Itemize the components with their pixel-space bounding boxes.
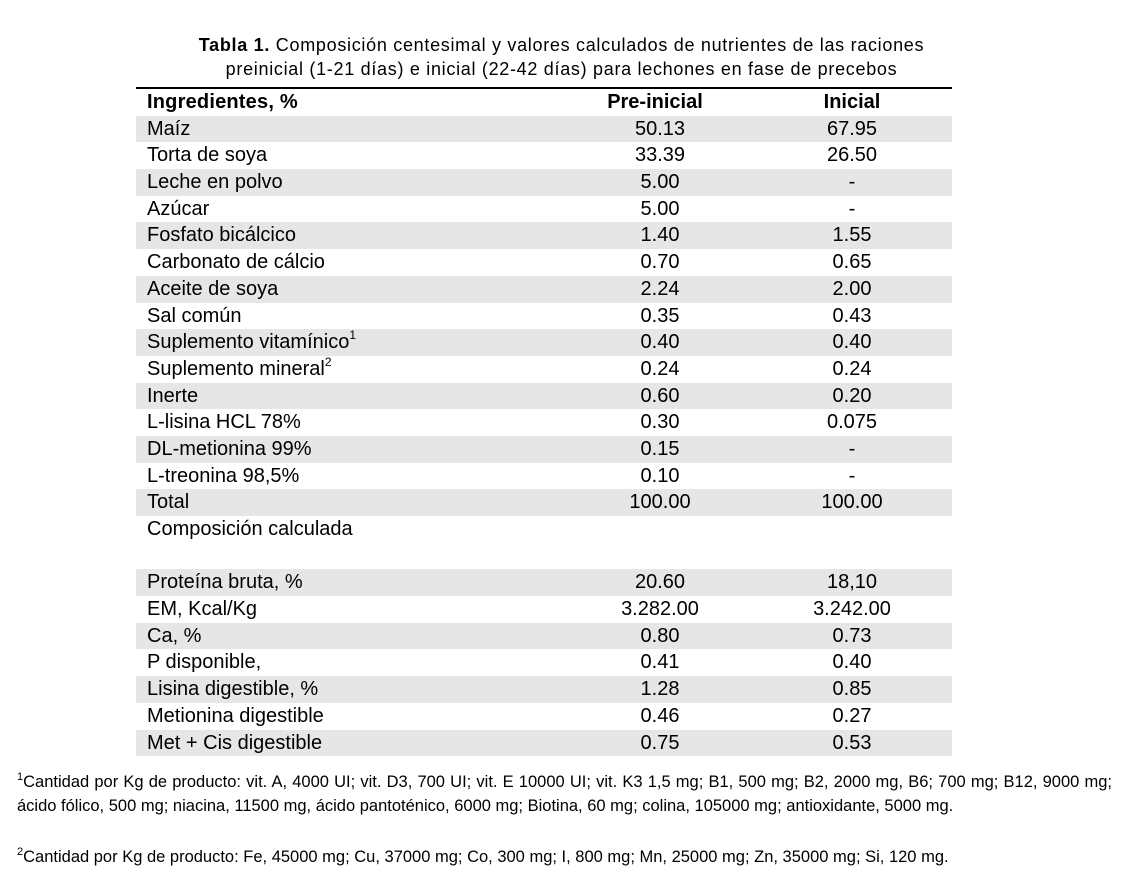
row-preinicial-value: 0.30	[640, 411, 680, 434]
header-preinicial: Pre-inicial	[607, 91, 703, 113]
table-row	[136, 196, 952, 223]
row-ingredient	[147, 489, 189, 516]
row-ingredient	[147, 623, 201, 650]
row-inicial-value: 0.075	[826, 411, 878, 434]
row-ingredient	[147, 303, 242, 330]
row-preinicial-value: 20.60	[634, 571, 686, 594]
ingredient-name: Maíz	[147, 117, 191, 140]
table-row	[136, 596, 952, 623]
table-row	[136, 116, 952, 143]
table-row	[136, 303, 952, 330]
footnote-2	[17, 846, 1112, 870]
ingredient-name: Suplemento mineral	[147, 357, 325, 380]
ingredient-name: Suplemento vitamínico	[147, 331, 350, 354]
composition-table	[136, 87, 952, 756]
ingredient-name: Fosfato bicálcico	[147, 224, 296, 247]
ingredient-name: Sal común	[147, 304, 242, 327]
table-row	[136, 463, 952, 490]
table-header-row	[136, 89, 952, 116]
row-preinicial-value: 0.40	[640, 331, 680, 354]
caption-line-1: Composición centesimal y valores calculados de nutrientes de las raciones	[270, 35, 925, 55]
row-ingredient	[147, 169, 283, 196]
ingredient-name: Inerte	[147, 384, 199, 407]
footnote-2-mark: 2	[17, 846, 24, 858]
row-inicial-value: 100.00	[821, 491, 883, 514]
row-ingredient	[147, 383, 198, 410]
ingredient-name: DL-metionina 99%	[147, 437, 312, 460]
ingredient-name: Lisina digestible, %	[147, 678, 319, 701]
row-inicial-value: 0.43	[832, 304, 872, 327]
row-ingredient	[147, 596, 257, 623]
row-ingredient	[147, 196, 209, 223]
footnote-1	[17, 771, 1112, 818]
row-inicial-value: 0.53	[832, 731, 872, 754]
row-inicial-value: 0.73	[832, 624, 872, 647]
row-preinicial-value: 1.40	[640, 224, 680, 247]
caption-label: Tabla 1.	[198, 35, 271, 55]
table-row	[136, 356, 952, 383]
row-preinicial-value: 33.39	[634, 144, 686, 167]
row-preinicial-value: 3.282.00	[621, 598, 699, 621]
row-inicial-value: 26.50	[826, 144, 878, 167]
ingredient-name: L-treonina 98,5%	[147, 464, 300, 487]
row-preinicial-value: 0.10	[640, 464, 680, 487]
table-row	[136, 142, 952, 169]
row-preinicial-value: 0.24	[640, 357, 680, 380]
row-ingredient	[147, 329, 356, 356]
footnote-ref: 1	[349, 328, 357, 343]
row-preinicial-value: 5.00	[640, 197, 680, 220]
row-ingredient	[147, 249, 325, 276]
table-row	[136, 649, 952, 676]
table-row	[136, 489, 952, 516]
table-row	[136, 383, 952, 410]
row-inicial-value: 0.20	[832, 384, 872, 407]
ingredient-name: Aceite de soya	[147, 277, 279, 300]
row-inicial-value: 0.40	[832, 651, 872, 674]
row-preinicial-value: 0.60	[640, 384, 680, 407]
row-inicial-value: -	[848, 197, 856, 220]
row-inicial-value: -	[848, 171, 856, 194]
table-caption	[0, 33, 1123, 57]
ingredient-name: L-lisina HCL 78%	[147, 411, 301, 434]
footnote-2-text: Cantidad por Kg de producto: Fe, 45000 mg; Cu, 37000 mg; Co, 300 mg; I, 800 mg; Mn, 25000 mg; Zn, 35000 mg; Si, 120 mg.	[23, 848, 949, 866]
row-ingredient	[147, 356, 332, 383]
row-ingredient	[147, 463, 299, 490]
row-preinicial-value: 0.15	[640, 437, 680, 460]
row-ingredient	[147, 436, 312, 463]
section-row	[136, 516, 952, 569]
ingredient-name: Carbonato de cálcio	[147, 251, 325, 274]
table-row	[136, 623, 952, 650]
row-ingredient	[147, 730, 322, 757]
table-row	[136, 409, 952, 436]
row-inicial-value: 18,10	[826, 571, 878, 594]
row-ingredient	[147, 676, 318, 703]
ingredient-name: Torta de soya	[147, 144, 268, 167]
table-row	[136, 676, 952, 703]
row-preinicial-value: 100.00	[629, 491, 691, 514]
ingredient-name: Ca, %	[147, 624, 202, 647]
row-preinicial-value: 2.24	[640, 277, 680, 300]
row-ingredient	[147, 649, 261, 676]
section-label: Composición calculada	[147, 518, 353, 540]
row-preinicial-value: 0.75	[640, 731, 680, 754]
row-inicial-value: 0.24	[832, 357, 872, 380]
row-inicial-value: 1.55	[832, 224, 872, 247]
ingredient-name: Leche en polvo	[147, 171, 283, 194]
row-ingredient	[147, 276, 278, 303]
header-inicial: Inicial	[823, 91, 881, 113]
table-row	[136, 276, 952, 303]
row-inicial-value: -	[848, 464, 856, 487]
footnote-1-text: Cantidad por Kg de producto: vit. A, 4000 UI; vit. D3, 700 UI; vit. E 10000 UI; vit. K3 1,5 mg; B1, 500 mg; B2, 2000 mg, B6; 700 mg; B12, 9000 mg; ácido fólico, 500 mg; niacina, 11500 mg, ácido pantoténico, 6000 mg; Biotina, 60 mg; colina, 105000 mg; antioxidante, 5000 mg.	[17, 773, 1112, 815]
row-preinicial-value: 0.46	[640, 704, 680, 727]
table-row	[136, 730, 952, 757]
row-preinicial-value: 0.35	[640, 304, 680, 327]
ingredient-name: Proteína bruta, %	[147, 571, 303, 594]
row-inicial-value: 67.95	[826, 117, 878, 140]
ingredient-name: Azúcar	[147, 197, 210, 220]
row-preinicial-value: 0.80	[640, 624, 680, 647]
table-row	[136, 703, 952, 730]
row-inicial-value: 0.40	[832, 331, 872, 354]
row-inicial-value: 0.65	[832, 251, 872, 274]
table-row	[136, 169, 952, 196]
ingredient-name: Total	[147, 491, 190, 514]
row-inicial-value: -	[848, 437, 856, 460]
table-row	[136, 436, 952, 463]
row-preinicial-value: 1.28	[640, 678, 680, 701]
ingredient-name: P disponible,	[147, 651, 262, 674]
row-ingredient	[147, 409, 301, 436]
row-ingredient	[147, 703, 324, 730]
header-ingredient: Ingredientes, %	[147, 91, 298, 113]
row-inicial-value: 3.242.00	[813, 598, 891, 621]
row-ingredient	[147, 222, 296, 249]
ingredient-name: Met + Cis digestible	[147, 731, 323, 754]
table-row	[136, 569, 952, 596]
row-preinicial-value: 0.41	[640, 651, 680, 674]
row-preinicial-value: 0.70	[640, 251, 680, 274]
row-ingredient	[147, 116, 190, 143]
table-caption-line-2: preinicial (1-21 días) e inicial (22-42 días) para lechones en fase de precebos	[225, 59, 898, 79]
row-inicial-value: 2.00	[832, 277, 872, 300]
row-preinicial-value: 50.13	[634, 117, 686, 140]
table-row	[136, 249, 952, 276]
table-row	[136, 222, 952, 249]
ingredient-name: Metionina digestible	[147, 704, 324, 727]
row-ingredient	[147, 142, 267, 169]
row-ingredient	[147, 569, 303, 596]
ingredient-name: EM, Kcal/Kg	[147, 598, 258, 621]
table-row	[136, 329, 952, 356]
footnote-ref: 2	[324, 354, 332, 369]
row-inicial-value: 0.27	[832, 704, 872, 727]
row-preinicial-value: 5.00	[640, 171, 680, 194]
row-inicial-value: 0.85	[832, 678, 872, 701]
footnote-1-mark: 1	[17, 771, 24, 783]
